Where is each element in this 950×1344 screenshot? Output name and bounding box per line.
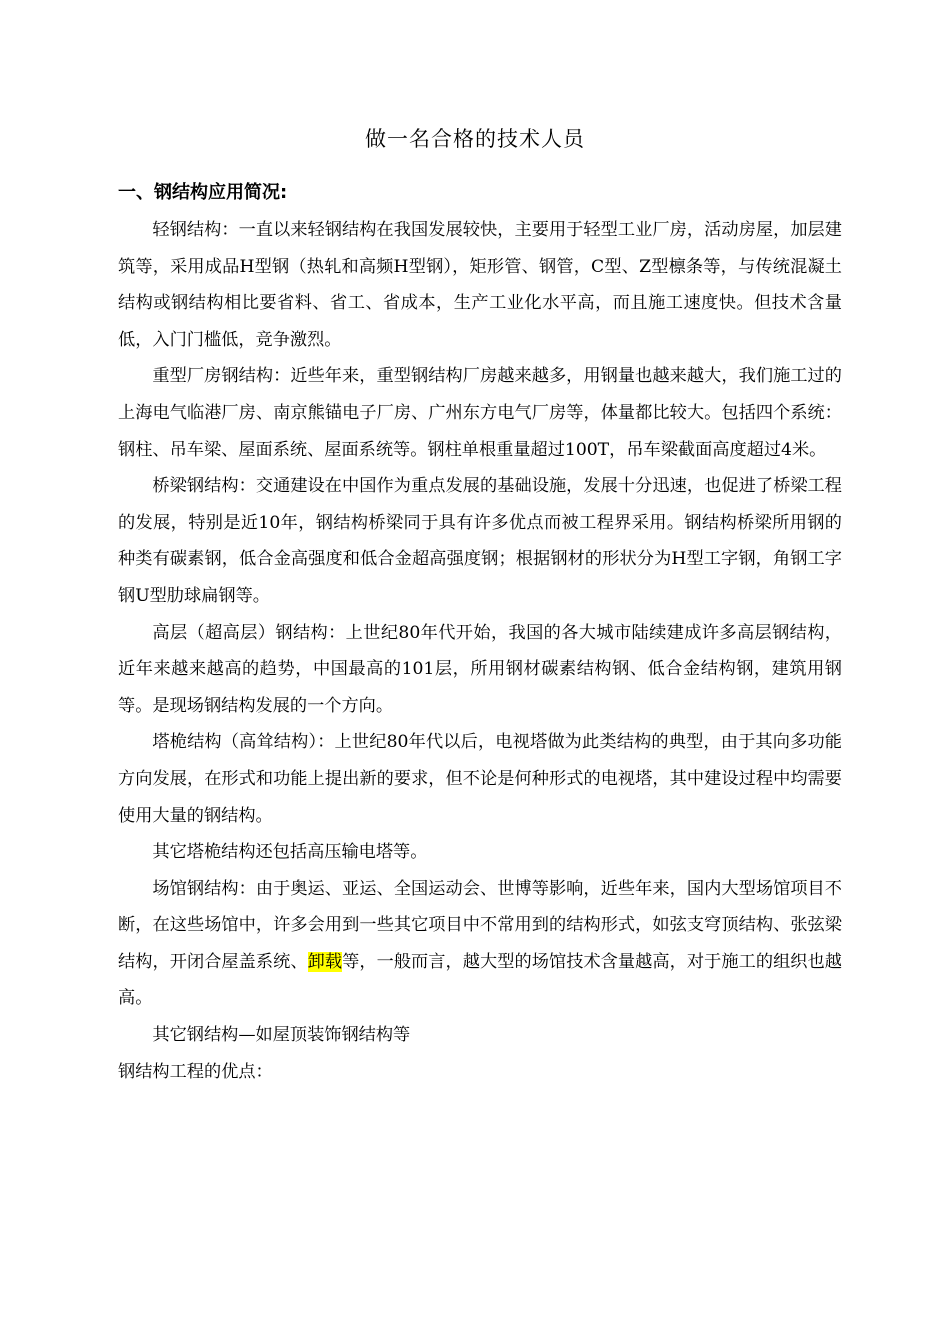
paragraph-venue-steel	[118, 871, 842, 1017]
paragraph-heavy-factory-steel: 重型厂房钢结构：近些年来，重型钢结构厂房越来越多，用钢量也越来越大，我们施工过的上海电气临港厂房、南京熊锚电子厂房、广州东方电气厂房等，体量都比较大。包括四个系统：钢柱、吊车梁、屋面系统、屋面系统等。钢柱单根重量超过100T，吊车梁截面高度超过4米。	[118, 366, 842, 460]
paragraph-other-towers: 其它塔桅结构还包括高压输电塔等。	[152, 842, 428, 863]
venue-text-after: 等，一般而言，越大型的场馆技术含量越高，对于施工的组织也越高。	[118, 951, 842, 1009]
document-body	[118, 212, 842, 1090]
paragraph-other-steel: 其它钢结构—如屋顶装饰钢结构等	[152, 1025, 411, 1046]
paragraph-high-rise-steel: 高层（超高层）钢结构：上世纪80年代开始，我国的各大城市陆续建成许多高层钢结构，近年来越来越高的趋势，中国最高的101层，所用钢材碳素结构钢、低合金结构钢，建筑用钢等。是现场钢结构发展的一个方向。	[118, 622, 842, 716]
section-heading: 一、钢结构应用简况:	[118, 182, 288, 203]
paragraph-tower-mast-structure: 塔桅结构（高耸结构）：上世纪80年代以后，电视塔做为此类结构的典型，由于其向多功能方向发展，在形式和功能上提出新的要求，但不论是何种形式的电视塔，其中建设过程中均需要使用大量的钢结构。	[118, 732, 842, 826]
paragraph-bridge-steel: 桥梁钢结构：交通建设在中国作为重点发展的基础设施，发展十分迅速，也促进了桥梁工程的发展，特别是近10年，钢结构桥梁同于具有许多优点而被工程界采用。钢结构桥梁所用钢的种类有碳素钢，低合金高强度和低合金超高强度钢；根据钢材的形状分为H型工字钢，角钢工字钢U型肋球扁钢等。	[118, 476, 842, 606]
venue-text-before: 场馆钢结构：由于奥运、亚运、全国运动会、世博等影响，近些年来，国内大型场馆项目不断，在这些场馆中，许多会用到一些其它项目中不常用到的结构形式，如弦支穹顶结构、张弦梁结构，开闭合屋盖系统、	[118, 878, 842, 972]
highlighted-term: 卸载	[307, 951, 343, 972]
paragraph-advantages-heading: 钢结构工程的优点：	[118, 1061, 273, 1082]
paragraph-light-steel: 轻钢结构：一直以来轻钢结构在我国发展较快，主要用于轻型工业厂房，活动房屋，加层建筑等，采用成品H型钢（热轧和高频H型钢），矩形管、钢管，C型、Z型檩条等，与传统混凝土结构或钢结构相比要省料、省工、省成本，生产工业化水平高，而且施工速度快。但技术含量低，入门门槛低，竞争激烈。	[118, 220, 842, 350]
document-title: 做一名合格的技术人员	[365, 127, 585, 151]
